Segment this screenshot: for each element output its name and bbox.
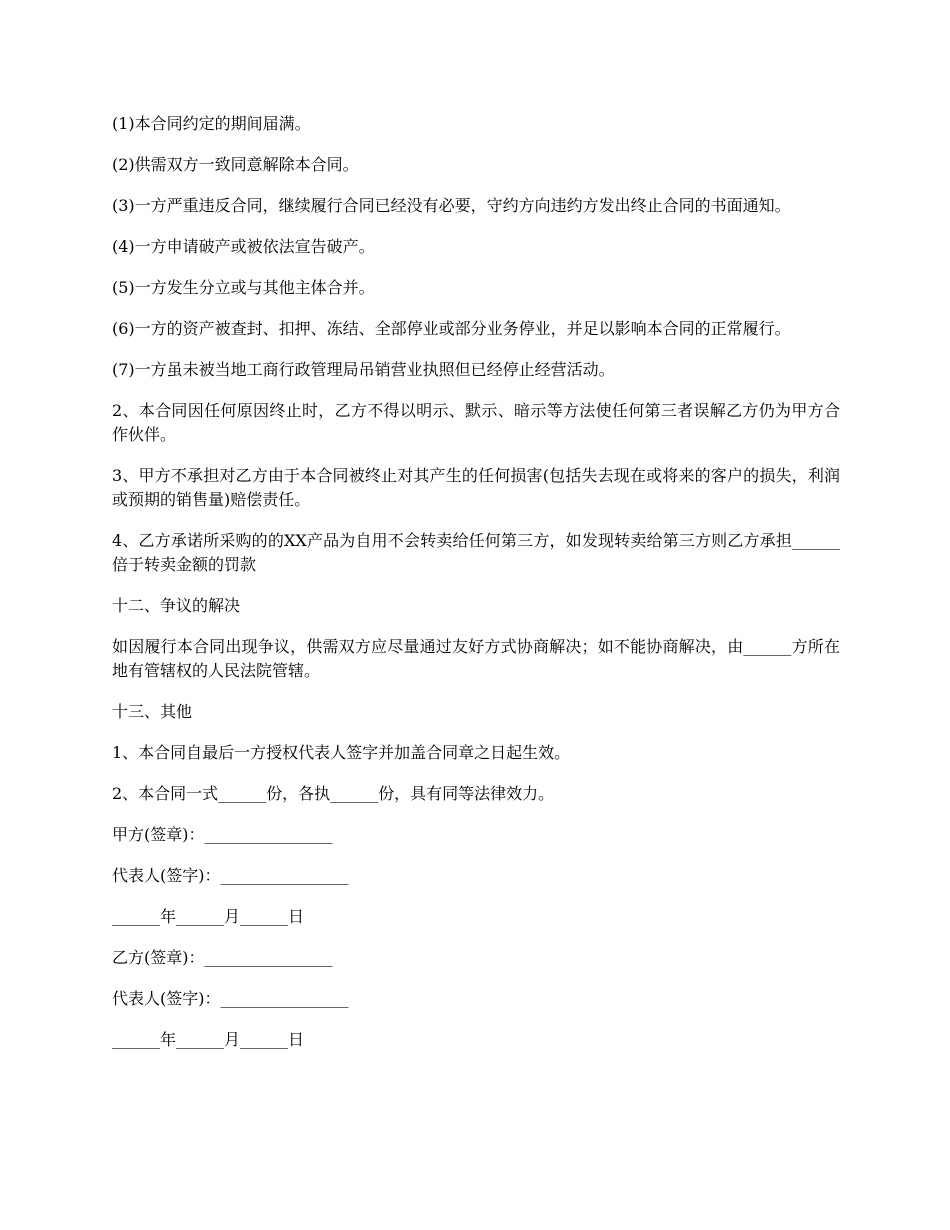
clause-3-paragraph: 3、甲方不承担对乙方由于本合同被终止对其产生的任何损害(包括失去现在或将来的客户的损失，利润或预期的销售量)赔偿责任。: [112, 466, 840, 509]
dispute-paragraph: 如因履行本合同出现争议，供需双方应尽量通过友好方式协商解决；如不能协商解决，由______方所在地有管辖权的人民法院管辖。: [112, 637, 840, 680]
party-a-date-line: ______年______月______日: [112, 907, 305, 926]
termination-clause-5: (5)一方发生分立或与其他主体合并。: [112, 278, 375, 297]
section-heading-dispute: 十二、争议的解决: [112, 596, 241, 615]
termination-clause-1: (1)本合同约定的期间届满。: [112, 114, 311, 133]
party-b-signature-line: 乙方(签章)：________________: [112, 948, 333, 967]
termination-clause-3: (3)一方严重违反合同，继续履行合同已经没有必要，守约方向违约方发出终止合同的书面通知。: [112, 196, 791, 215]
clause-2-paragraph: 2、本合同因任何原因终止时，乙方不得以明示、默示、暗示等方法使任何第三者误解乙方仍为甲方合作伙伴。: [112, 401, 840, 444]
party-a-signature-line: 甲方(签章)：________________: [112, 825, 333, 844]
party-b-representative-line: 代表人(签字)：________________: [112, 989, 349, 1008]
termination-clause-6: (6)一方的资产被查封、扣押、冻结、全部停业或部分业务停业，并足以影响本合同的正常履行。: [112, 319, 791, 338]
party-b-date-line: ______年______月______日: [112, 1030, 305, 1049]
termination-clause-4: (4)一方申请破产或被依法宣告破产。: [112, 237, 375, 256]
other-clause-1: 1、本合同自最后一方授权代表人签字并加盖合同章之日起生效。: [112, 743, 571, 762]
termination-clause-2: (2)供需双方一致同意解除本合同。: [112, 155, 359, 174]
other-clause-2: 2、本合同一式______份，各执______份，具有同等法律效力。: [112, 784, 555, 803]
termination-clause-7: (7)一方虽未被当地工商行政管理局吊销营业执照但已经停止经营活动。: [112, 360, 615, 379]
party-a-representative-line: 代表人(签字)：________________: [112, 866, 349, 885]
document-body: [112, 112, 840, 1069]
clause-4-paragraph: 4、乙方承诺所采购的的XX产品为自用不会转卖给任何第三方，如发现转卖给第三方则乙方承担______倍于转卖金额的罚款: [112, 531, 840, 574]
section-heading-other: 十三、其他: [112, 702, 193, 721]
